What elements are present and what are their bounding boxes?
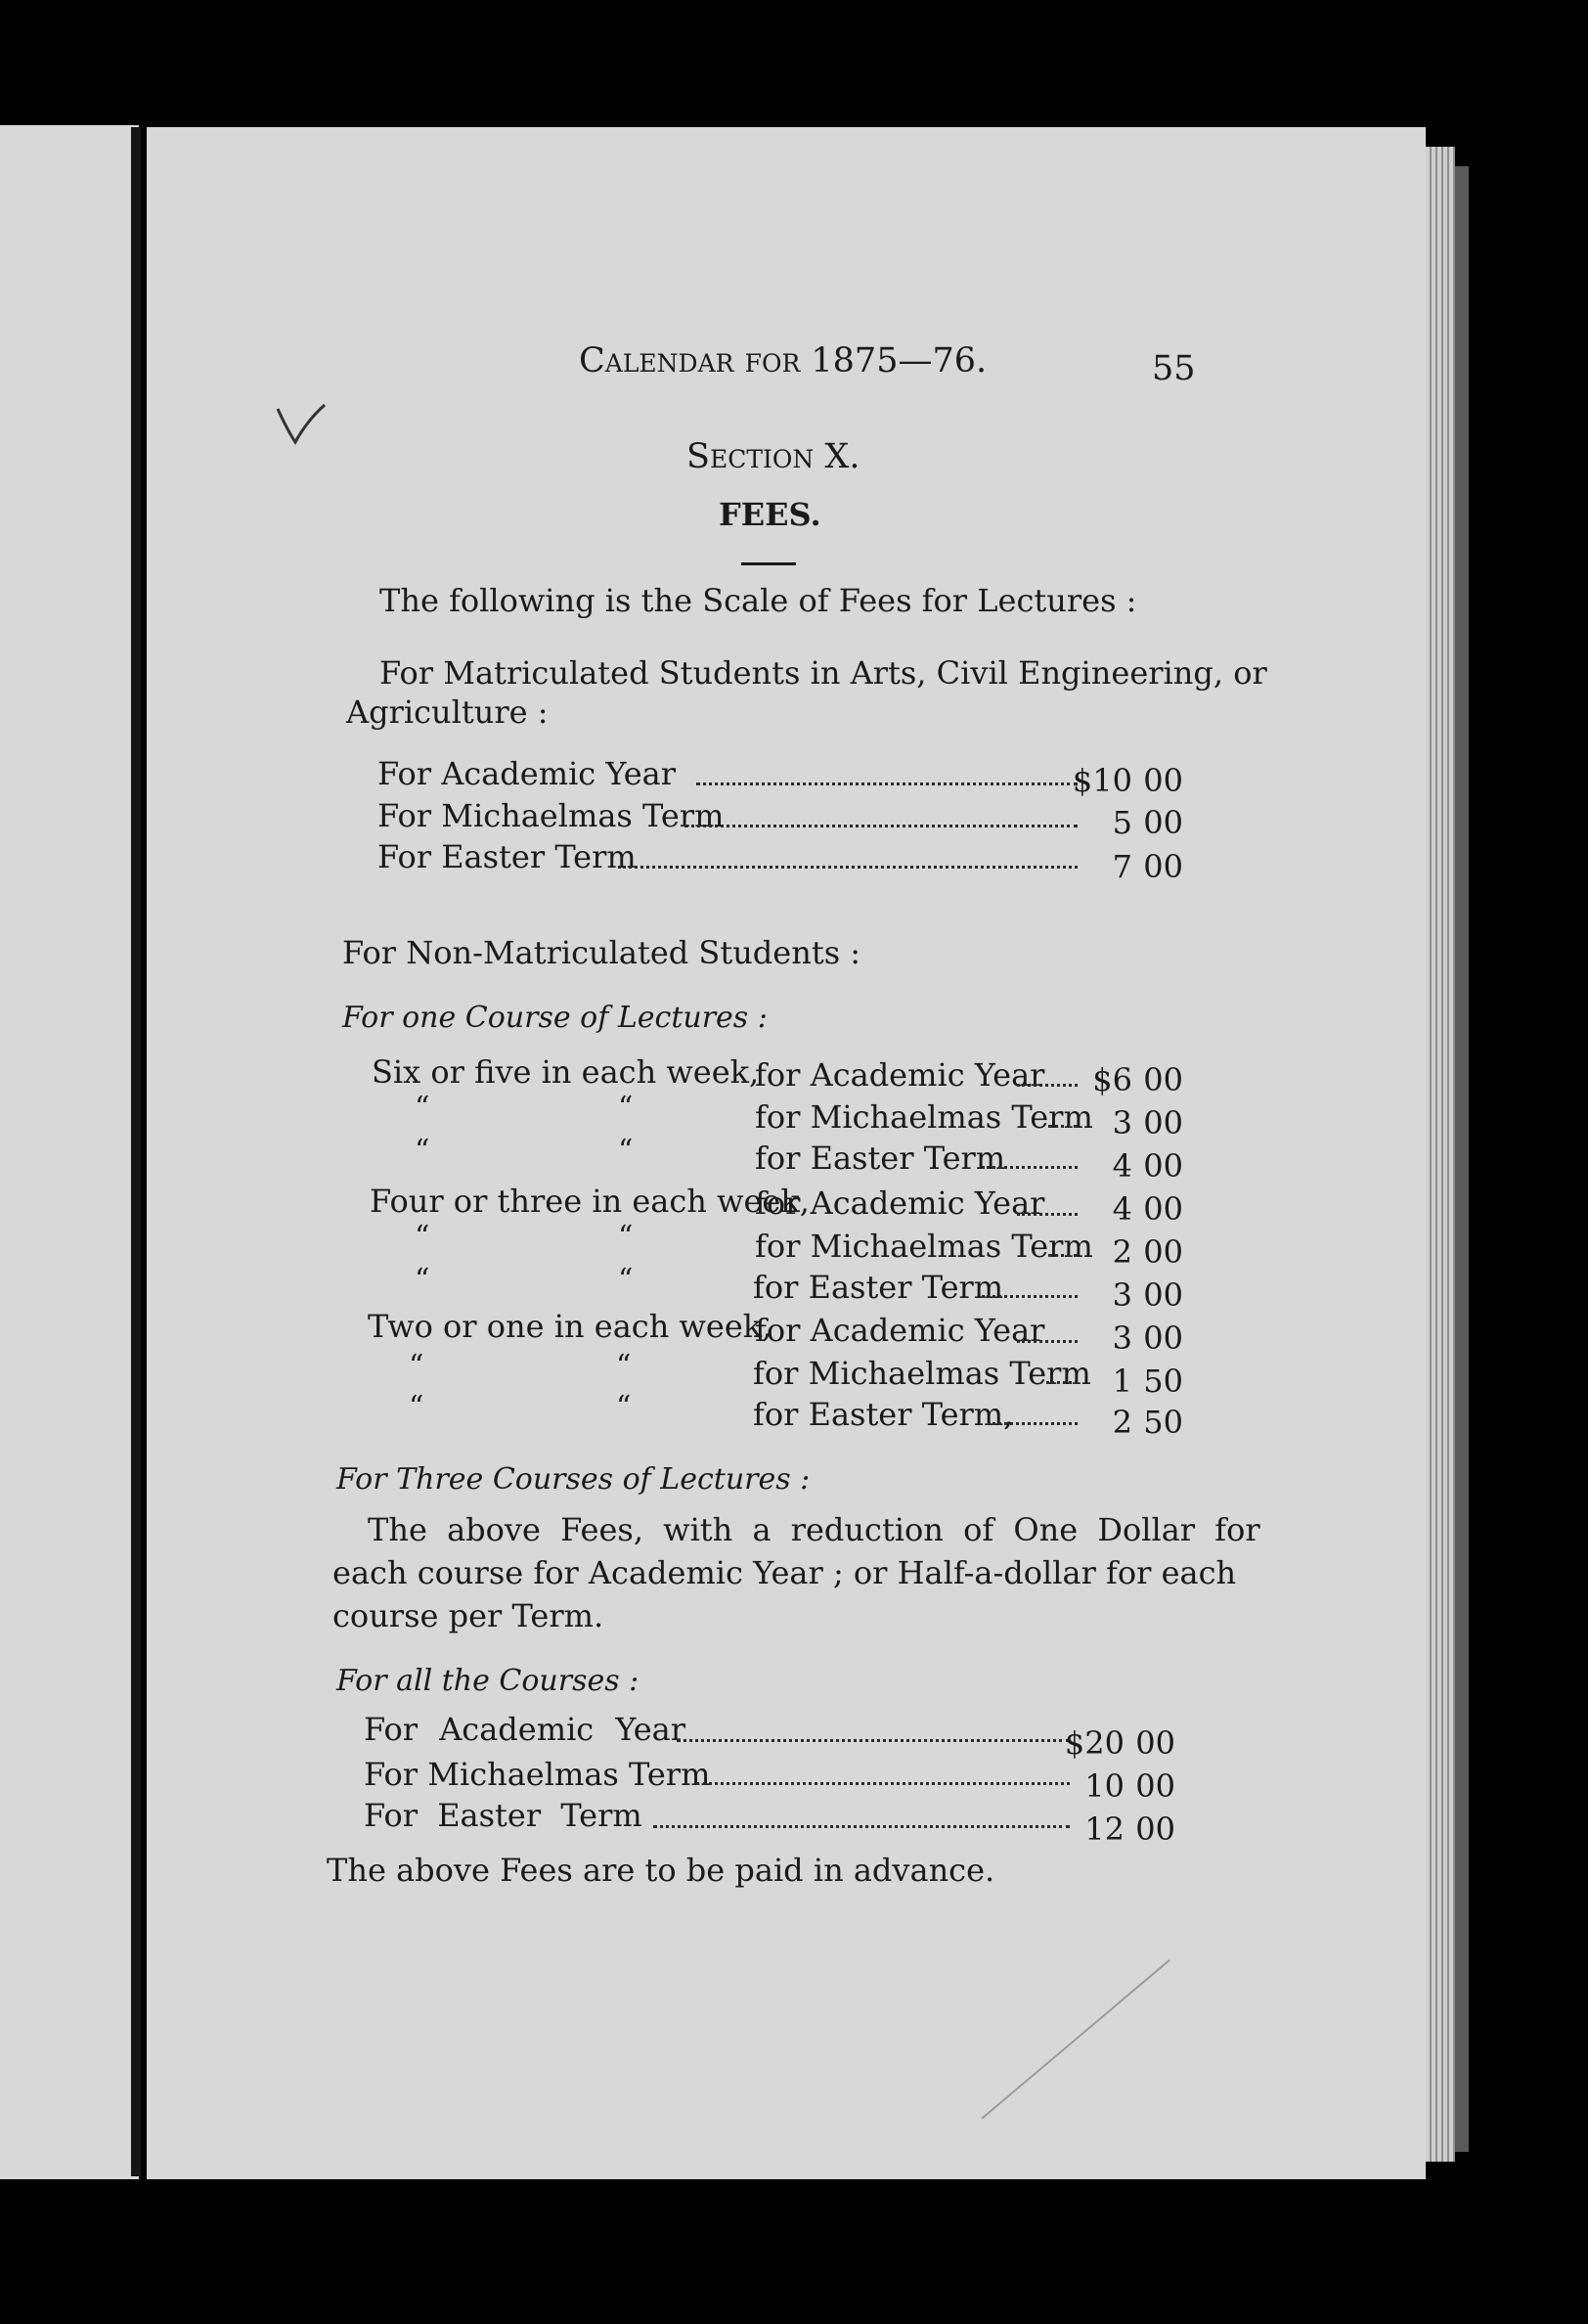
pencil-stroke — [978, 1956, 1173, 2123]
fee-label: for Academic Year — [755, 1184, 1045, 1222]
fee-label: for Easter Term — [755, 1140, 1006, 1177]
fee-label: for Academic Year — [755, 1312, 1045, 1349]
fee-label: for Academic Year — [755, 1056, 1045, 1094]
dot-leader — [982, 1166, 1078, 1169]
ditto-mark: “ — [618, 1134, 634, 1168]
ditto-mark: “ — [415, 1263, 430, 1297]
dot-leader — [653, 1825, 1070, 1828]
three-courses-text: The above Fees, with a reduction of One Dollar for — [368, 1511, 1260, 1548]
matriculated-heading-cont: Agriculture : — [346, 693, 549, 731]
frequency-label: Six or five in each week, — [372, 1053, 760, 1091]
ditto-mark: “ — [618, 1220, 634, 1254]
one-course-heading: For one Course of Lectures : — [342, 1001, 768, 1035]
fee-amount: 5 00 — [1112, 804, 1183, 841]
fee-amount: $6 00 — [1092, 1061, 1183, 1098]
fee-label: for Michaelmas Term — [755, 1098, 1093, 1136]
dot-leader — [1017, 1340, 1078, 1343]
fee-label: For Michaelmas Term — [364, 1756, 711, 1793]
fee-amount: 4 00 — [1112, 1147, 1183, 1184]
frequency-label: Four or three in each week, — [370, 1183, 810, 1220]
fee-label: for Easter Term, — [753, 1396, 1014, 1433]
dot-leader — [1017, 1084, 1078, 1087]
dot-leader — [696, 782, 1078, 785]
fee-amount: 12 00 — [1084, 1810, 1175, 1848]
three-courses-text: course per Term. — [332, 1597, 604, 1634]
page-stack-shadow — [1455, 166, 1469, 2152]
frequency-label: Two or one in each week, — [368, 1308, 772, 1345]
fee-label: For Academic Year — [377, 755, 677, 792]
dot-leader — [988, 1422, 1078, 1425]
ditto-mark: “ — [616, 1349, 632, 1383]
intro-text: The following is the Scale of Fees for Lectures : — [379, 582, 1137, 619]
dot-leader — [1017, 1213, 1078, 1216]
fee-amount: 3 00 — [1112, 1319, 1183, 1357]
ditto-mark: “ — [616, 1390, 632, 1424]
footer-note: The above Fees are to be paid in advance. — [327, 1852, 995, 1889]
facing-page — [0, 125, 139, 2179]
fee-amount: 3 00 — [1112, 1104, 1183, 1141]
fee-amount: 2 00 — [1112, 1233, 1183, 1271]
fee-amount: $20 00 — [1064, 1724, 1175, 1762]
ditto-mark: “ — [415, 1220, 430, 1254]
fee-amount: 4 00 — [1112, 1190, 1183, 1228]
dot-leader — [696, 1782, 1070, 1785]
fee-label: For Easter Term — [364, 1797, 642, 1834]
fee-amount: $10 00 — [1072, 762, 1183, 799]
ditto-mark: “ — [618, 1263, 634, 1297]
fee-amount: 10 00 — [1084, 1767, 1175, 1805]
ditto-mark: “ — [409, 1349, 424, 1383]
fee-label: For Academic Year — [364, 1711, 686, 1748]
dot-leader — [677, 1739, 1070, 1742]
dot-leader — [684, 825, 1078, 827]
dot-leader — [982, 1295, 1078, 1298]
check-mark-icon — [274, 401, 332, 450]
dot-leader — [618, 866, 1078, 869]
three-courses-heading: For Three Courses of Lectures : — [336, 1462, 811, 1497]
page-gutter — [131, 127, 141, 2176]
section-title: Section X. — [686, 437, 860, 476]
section-subtitle: FEES. — [719, 496, 821, 533]
fee-amount: 3 00 — [1112, 1276, 1183, 1314]
fee-amount: 7 00 — [1112, 848, 1183, 885]
fee-label: for Michaelmas Term — [755, 1228, 1093, 1265]
ditto-mark: “ — [409, 1390, 424, 1424]
page-number: 55 — [1152, 349, 1196, 388]
fee-label: For Michaelmas Term — [377, 797, 725, 834]
title-rule — [741, 562, 796, 565]
all-courses-heading: For all the Courses : — [336, 1664, 640, 1698]
fee-amount: 1 50 — [1112, 1363, 1183, 1400]
ditto-mark: “ — [618, 1091, 634, 1125]
running-header: Calendar for 1875—76. — [579, 341, 988, 380]
matriculated-heading: For Matriculated Students in Arts, Civil Engineering, or — [379, 654, 1267, 692]
fee-label: for Easter Term — [753, 1269, 1004, 1306]
fee-amount: 2 50 — [1112, 1404, 1183, 1441]
three-courses-text: each course for Academic Year ; or Half-a-dollar for each — [332, 1554, 1237, 1591]
ditto-mark: “ — [415, 1091, 430, 1125]
non-matriculated-heading: For Non-Matriculated Students : — [342, 934, 861, 971]
fee-label: For Easter Term — [377, 838, 637, 875]
fee-label: for Michaelmas Term — [753, 1355, 1091, 1392]
page-stack-edge — [1426, 147, 1455, 2162]
ditto-mark: “ — [415, 1134, 430, 1168]
